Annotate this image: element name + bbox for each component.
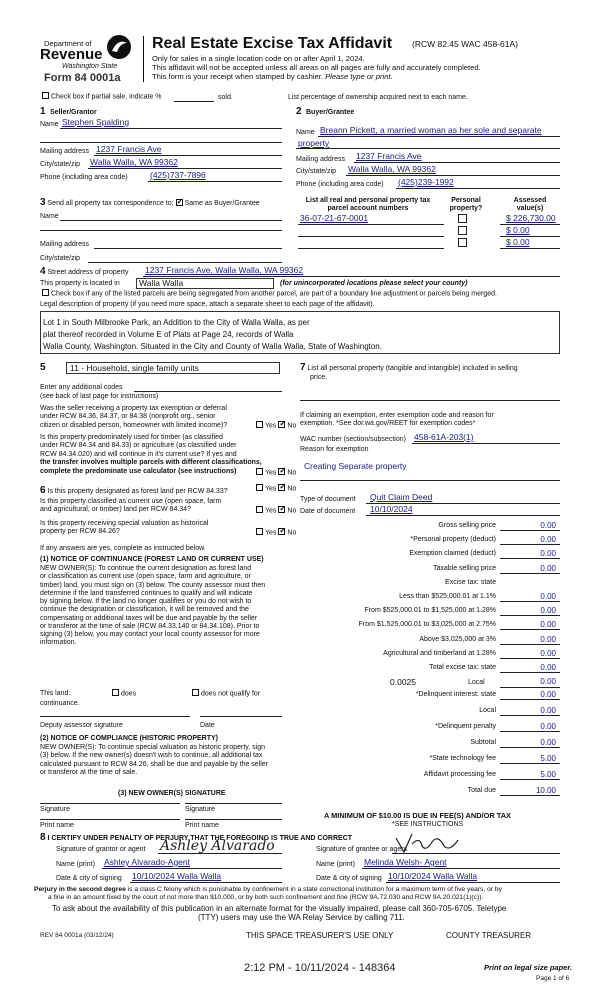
s6q1-no-checkbox[interactable] <box>278 484 285 491</box>
certify-text: I CERTIFY UNDER PENALTY OF PERJURY THAT THE FOREGOING IS TRUE AND CORRECT <box>47 835 353 842</box>
grantor-name-value[interactable]: Ashley Alvarado-Agent <box>104 857 190 867</box>
tax-row-value[interactable]: 0.00 <box>540 549 556 559</box>
seller-phone-label: Phone (including area code) <box>40 174 128 181</box>
yes-label: Yes <box>265 485 277 493</box>
grantee-date-value[interactable]: 10/10/2024 Walla Walla <box>388 871 478 881</box>
assessed-value[interactable]: $ 0.00 <box>506 225 530 235</box>
line <box>40 230 282 231</box>
sec3-name-label: Name <box>40 213 59 220</box>
no-label: No <box>287 529 297 537</box>
buyer-title: Buyer/Grantee <box>306 109 355 116</box>
continuance-line: by signing below. If the land no longer qualifies or you do not wish to <box>40 598 252 605</box>
tax-row-value[interactable]: 0.00 <box>540 648 556 658</box>
tax-row-value[interactable]: 0.00 <box>540 663 556 672</box>
sec6-num: 6 <box>40 485 46 496</box>
yes-label: Yes <box>265 469 277 477</box>
line <box>412 443 560 444</box>
tax-row-value[interactable]: 0.00 <box>540 606 556 616</box>
legal-line3: Walla County, Washington. Situated in the City and County of Walla Walla, State of Washington. <box>43 342 382 351</box>
tax-row-value[interactable]: 0.00 <box>540 563 556 573</box>
tax-row-label: *Delinquent penalty <box>435 723 496 730</box>
tax-row-label: Agricultural and timberland at 1.28% <box>383 649 496 657</box>
segregated-checkbox[interactable] <box>42 289 49 296</box>
dor-logo-icon <box>106 34 132 60</box>
q2-no-checkbox[interactable] <box>278 468 285 475</box>
header-sub3: This form is your receipt when stamped by cashier. <box>152 72 323 81</box>
partial-sale-checkbox[interactable] <box>42 92 49 99</box>
sec3-city-label: City/state/zip <box>40 255 81 262</box>
line <box>386 882 560 883</box>
located-label: This property is located in <box>40 280 120 287</box>
no-label: No <box>287 469 297 477</box>
sec5-num: 5 <box>40 362 46 373</box>
sec6-q2a: Is this property classified as current use (open space, farm <box>40 498 222 505</box>
sec6-q2b: and agricultural, or timber) land per RCW 84.34? <box>40 506 191 514</box>
does-checkbox[interactable] <box>112 689 119 696</box>
doc-date-label: Date of document <box>300 508 356 515</box>
tax-row-label: *State technology fee <box>429 755 496 762</box>
compliance-line: or transferor at the time of sale. <box>40 768 138 776</box>
assessed-header: Assessed value(s) <box>513 197 547 213</box>
tax-row-line <box>500 747 560 748</box>
form-number: Form 84 0001a <box>44 72 121 84</box>
wac-value[interactable]: 458-61A-203(1) <box>414 432 474 442</box>
buyer-city-label: City/state/zip <box>296 168 337 175</box>
parcel-line <box>298 248 444 249</box>
compliance-line: NEW OWNER(S): To continue special valuation as historic property, sign <box>40 744 265 751</box>
line <box>318 136 560 137</box>
buyer-name-label: Name <box>296 129 315 136</box>
county-treasurer: COUNTY TREASURER <box>446 931 532 940</box>
q2-text-b: under RCW 84.34 and 84.33) or agriculture (as classified under <box>40 442 237 450</box>
seller-name-label: Name <box>40 121 59 128</box>
sec8-num: 8 <box>40 832 46 843</box>
deputy-date-label: Date <box>200 722 215 729</box>
print1-label: Print name <box>40 822 74 829</box>
s6q3-no-checkbox[interactable] <box>278 528 285 535</box>
seller-city-value[interactable]: Walla Walla, WA 99362 <box>90 157 178 167</box>
tax-row-line <box>500 644 560 645</box>
line <box>148 181 282 182</box>
tax-row-value[interactable]: 0.00 <box>540 634 556 644</box>
s6q1-yes-checkbox[interactable] <box>256 484 263 491</box>
grantee-name-value[interactable]: Melinda Welsh- Agent <box>364 857 447 867</box>
continuance-text <box>40 565 265 648</box>
sec6-note: If any answers are yes, complete as instructed below. <box>40 545 206 552</box>
minimum-notice: A MINIMUM OF $10.00 IS DUE IN FEE(S) AND/OR TAX <box>324 811 511 820</box>
tax-row-value[interactable]: 10.00 <box>535 786 556 795</box>
personal-property-checkbox[interactable] <box>458 226 467 235</box>
does-label: does <box>121 690 137 698</box>
reason-value[interactable]: Creating Separate property <box>304 461 407 471</box>
perjury-text1: is a class C felony which is punishable by confinement in a state correctional institution for a maximum term of five years, or by <box>125 886 502 893</box>
sec6-q3b: property per RCW 84.26? <box>40 528 120 536</box>
line <box>130 882 282 883</box>
grantor-date-label: Date & city of signing <box>56 875 122 882</box>
owner-sig1-field[interactable] <box>40 803 180 804</box>
line <box>500 687 560 688</box>
addl-codes-label: Enter any additional codes <box>40 384 123 391</box>
line <box>88 168 282 169</box>
land-use-code-value: 11 - Household, single family units <box>70 363 199 373</box>
grantor-sig-label: Signature of grantor or agent <box>56 846 146 853</box>
does-not-checkbox[interactable] <box>192 689 199 696</box>
doc-type-value[interactable]: Quit Claim Deed <box>370 492 433 502</box>
tax-row-line <box>500 715 560 716</box>
local-rate-value: 0.0025 <box>390 677 416 687</box>
addl-codes-note: (see back of last page for instructions) <box>40 393 159 400</box>
header-sub2: This affidavit will not be accepted unless all areas on all pages are fully and accurately completed. <box>152 63 481 72</box>
grantor-date-value[interactable]: 10/10/2024 Walla Walla <box>132 871 222 881</box>
tax-row-value[interactable]: 0.00 <box>540 722 556 731</box>
buyer-mail-value[interactable]: 1237 Francis Ave <box>356 151 422 161</box>
line <box>102 868 282 869</box>
page-number: Page 1 of 6 <box>536 975 570 982</box>
sig1-label: Signature <box>40 806 70 813</box>
compliance-line: calculated pursuant to RCW 84.26, shall be due and payable by the seller <box>40 760 269 768</box>
treasurer-use: THIS SPACE TREASURER'S USE ONLY <box>246 931 394 940</box>
sec3-name-field[interactable] <box>60 220 282 221</box>
partial-label: Check box if partial sale, indicate % <box>51 93 162 101</box>
parcel-header: List all real and personal property tax parcel account numbers <box>305 197 431 213</box>
tax-row-value[interactable]: 5.00 <box>540 754 556 763</box>
buyer-phone-label: Phone (including area code) <box>296 181 384 188</box>
seller-mail-label: Mailing address <box>40 148 90 155</box>
tax-row-value[interactable]: 0.00 <box>540 592 556 601</box>
tax-row-value[interactable]: 5.00 <box>540 770 556 779</box>
tax-row-value[interactable]: 0.00 <box>540 535 556 545</box>
exempt-text2: exemption. *See dor.wa.gov/REET for exemption codes* <box>300 420 476 428</box>
tax-row-label: From $1,525,000.01 to $3,025,000 at 2.75% <box>358 621 496 629</box>
continuance-line: or transferor at the time of sale (RCW 84.33.140 or 84.34.108). Prior to <box>40 622 260 630</box>
sec6-q3a: Is this property receiving special valuation as historical <box>40 520 209 527</box>
parcel-number[interactable]: 36-07-21-67-0001 <box>300 213 369 223</box>
tax-row-line <box>500 658 560 659</box>
tax-row-label: Above $3,025,000 at 3% <box>419 635 496 643</box>
parcel-line <box>298 236 444 237</box>
deputy-sig-label: Deputy assessor signature <box>40 722 123 729</box>
personal-property-checkbox[interactable] <box>458 238 467 247</box>
grantee-name-label: Name (print) <box>316 861 355 868</box>
assessed-line <box>500 248 560 249</box>
sec1-num: 1 <box>40 106 46 117</box>
s6q2-yes-checkbox[interactable] <box>256 506 263 513</box>
grantee-signature-icon <box>392 832 462 854</box>
buyer-name-value[interactable]: Breann Pickett, a married woman as her sole and separate <box>320 125 542 135</box>
yes-label: Yes <box>265 507 277 515</box>
assessed-value[interactable]: $ 226,730.00 <box>506 213 556 223</box>
parcel-line <box>298 224 444 225</box>
line <box>60 128 282 129</box>
tax-row-line <box>500 763 560 764</box>
continuance-word: continuance. <box>40 700 80 707</box>
tax-row-line <box>500 544 560 545</box>
this-land-label: This land: <box>40 690 71 697</box>
yes-label: Yes <box>265 529 277 537</box>
line <box>94 155 282 156</box>
tax-row-label: Local <box>479 707 496 714</box>
sig2-label: Signature <box>185 806 215 813</box>
tax-row-label: Taxable selling price <box>432 564 496 572</box>
buyer-city-value[interactable]: Walla Walla, WA 99362 <box>348 164 436 174</box>
perjury-bold: Perjury in the second degree <box>34 886 126 893</box>
tax-row-label: Exemption claimed (deduct) <box>409 550 496 558</box>
deputy-sig-field[interactable] <box>40 716 190 717</box>
tax-row-line <box>500 573 560 574</box>
personal-property-checkbox[interactable] <box>458 214 467 223</box>
sec3-text: Send all property tax correspondence to: <box>47 200 174 207</box>
sec4-num: 4 <box>40 266 46 277</box>
segregated-label: Check box if any of the listed parcels are being segregated from another parcel, are part of a boundary line adjustment or parcels being merged. <box>51 290 497 298</box>
line <box>300 480 560 481</box>
s6q3-yes-checkbox[interactable] <box>256 528 263 535</box>
deputy-date-field[interactable] <box>200 716 282 717</box>
state-label: Washington State <box>62 63 118 70</box>
tax-row-line <box>500 558 560 559</box>
tax-row-label: Less than $525,000.01 at 1.1% <box>399 593 496 600</box>
tax-row-label: Total excise tax: state <box>429 664 496 671</box>
header-sub3b: Please type or print. <box>325 72 393 81</box>
continuance-line: compensating or additional taxes will be due and payable by the seller <box>40 614 258 622</box>
location-value: Walla Walla <box>139 278 184 288</box>
reason-label: Reason for exemption <box>300 446 369 453</box>
tax-row-label: Total due <box>467 787 496 794</box>
continuance-line: continue the designation or classification, it will be removed and the <box>40 606 249 614</box>
tax-row-label: *Personal property (deduct) <box>410 536 496 544</box>
personal-header: Personal property? <box>449 197 483 213</box>
addl-codes-field[interactable] <box>134 391 282 392</box>
sec3-mail-field[interactable] <box>94 248 282 249</box>
s6q2-no-checkbox[interactable] <box>278 506 285 513</box>
line <box>354 162 560 163</box>
header-divider <box>143 36 144 82</box>
line <box>296 148 560 149</box>
doc-date-value[interactable]: 10/10/2024 <box>370 504 413 514</box>
seller-phone-value[interactable]: (425)737-7896 <box>150 170 206 180</box>
owner-print1-field[interactable] <box>40 819 180 820</box>
tax-row-label: From $525,000.01 to $1,525,000 at 1.28% <box>364 607 496 615</box>
q1-text-b: under RCW 84.36, 84.37, or 84.38 (nonprofit org., senior <box>40 413 216 421</box>
owner-print2-field[interactable] <box>185 819 282 820</box>
legal-line1: Lot 1 in South Milbrooke Park, an Addition to the City of Walla Walla, as per <box>43 318 310 327</box>
grantor-name-label: Name (print) <box>56 861 95 868</box>
q2-yes-checkbox[interactable] <box>256 468 263 475</box>
does-not-label: does not qualify for <box>201 690 261 698</box>
personal-property-field[interactable] <box>300 400 560 401</box>
cashier-stamp: 2:12 PM - 10/11/2024 - 148364 <box>244 962 396 974</box>
exempt-text1: If claiming an exemption, enter exemption code and reason for <box>300 412 494 419</box>
rcw-ref: (RCW 82.45 WAC 458-61A) <box>412 39 518 49</box>
line <box>158 853 282 854</box>
sec3-mail-label: Mailing address <box>40 241 90 248</box>
local-tax-value[interactable]: 0.00 <box>540 677 556 686</box>
tax-row-line <box>500 615 560 616</box>
tax-row-label: Subtotal <box>470 739 496 746</box>
continuance-line: determine if the land transferred continues to qualify and will indicate <box>40 589 253 597</box>
print2-label: Print name <box>185 822 219 829</box>
tax-row-line <box>500 779 560 780</box>
tax-row-line <box>500 731 560 732</box>
wac-label: WAC number (section/subsection) <box>300 436 406 443</box>
buyer-phone-value[interactable]: (425)239-1992 <box>398 177 454 187</box>
tax-row-line <box>500 629 560 630</box>
sec3-city-field[interactable] <box>88 262 282 263</box>
tax-row-line <box>500 530 560 531</box>
buyer-name-value2[interactable]: property <box>298 138 330 148</box>
sec2-num: 2 <box>296 106 302 117</box>
legal-size-note: Print on legal size paper. <box>484 963 572 972</box>
tax-row-label: *Delinquent interest: state <box>415 691 496 698</box>
yes-label: Yes <box>265 422 277 430</box>
dept-label: Department of <box>44 39 92 48</box>
legal-line2: plat thereof recorded in Volume E of Plats at Page 24, records of Walla <box>43 330 294 339</box>
continuance-title: (1) NOTICE OF CONTINUANCE (FOREST LAND OR CURRENT USE) <box>40 556 264 563</box>
buyer-mail-label: Mailing address <box>296 156 346 163</box>
seller-title: Seller/Grantor <box>50 109 97 116</box>
compliance-text <box>40 744 268 777</box>
local-tax-label: Local <box>468 679 485 686</box>
tax-row-label: Gross selling price <box>438 522 496 529</box>
tax-row-label: Excise tax: state <box>445 578 496 586</box>
continuance-line: NEW OWNER(S): To continue the current designation as forest land <box>40 565 252 572</box>
street-label: Street address of property <box>47 269 129 276</box>
rev-number: REV 84 0001a (03/12/24) <box>40 932 114 939</box>
seller-mail-value[interactable]: 1237 Francis Ave <box>96 144 162 154</box>
doc-type-label: Type of document <box>300 496 356 503</box>
continuance-line: information. <box>40 639 77 647</box>
partial-sold: sold. <box>218 94 233 101</box>
partial-pct-line[interactable] <box>174 101 214 102</box>
q1-yes-checkbox[interactable] <box>256 421 263 428</box>
sec6-q1: Is this property designated as forest land per RCW 84.33? <box>47 488 228 495</box>
page-title: Real Estate Excise Tax Affidavit <box>152 35 393 52</box>
tax-row-value[interactable]: 0.00 <box>540 620 556 630</box>
header-sub1: Only for sales in a single location code on or after April 1, 2024. <box>152 54 365 63</box>
line <box>346 175 560 176</box>
tax-row-line <box>500 601 560 602</box>
no-label: No <box>287 485 297 493</box>
new-owner-sig-title: (3) NEW OWNER(S) SIGNATURE <box>118 790 226 797</box>
line <box>40 142 282 143</box>
q1-text-c: citizen or disabled person, homeowner with limited income)? <box>40 421 228 429</box>
q2-text-c: RCW 84.34.020) and will continue in it's current use? If yes and <box>40 450 237 458</box>
tax-row-line <box>500 795 560 796</box>
line <box>143 276 560 277</box>
same-as-buyer-label: Same as Buyer/Grantee <box>184 200 260 207</box>
alt-format-text2: (TTY) users may use the WA Relay Service by calling 711. <box>198 913 405 922</box>
see-instructions: *SEE INSTRUCTIONS <box>392 821 464 828</box>
continuance-line: or classification as current use (open space, farm and agriculture, or <box>40 573 251 581</box>
tax-row-label: Affidavit processing fee <box>423 771 496 778</box>
location-note: (for unincorporated locations please select your county) <box>280 280 468 287</box>
continuance-line: timber) land, you must sign on (3) below. The county assessor must then <box>40 581 266 589</box>
tax-row-value[interactable]: 0.00 <box>540 521 556 530</box>
q1-text-a: Was the seller receiving a property tax exemption or deferral <box>40 405 227 412</box>
grantee-date-label: Date & city of signing <box>316 875 382 882</box>
compliance-title: (2) NOTICE OF COMPLIANCE (HISTORIC PROPERTY) <box>40 735 218 742</box>
line <box>396 188 560 189</box>
grantor-signature[interactable]: Ashley Alvarado <box>160 838 275 854</box>
no-label: No <box>287 422 297 430</box>
pct-note: List percentage of ownership acquired next to each name. <box>288 94 468 101</box>
owner-sig2-field[interactable] <box>185 803 282 804</box>
sec3-num: 3 <box>40 197 46 208</box>
grantee-sig-label: Signature of grantee or agent <box>316 846 408 853</box>
continuance-line: signing (3) below, you may contact your local county assessor for more <box>40 631 260 638</box>
revenue-logo-text: Revenue <box>40 46 103 63</box>
sec7-text1: List all personal property (tangible and intangible) included in selling <box>307 365 518 372</box>
tax-row-value[interactable]: 0.00 <box>540 690 556 699</box>
compliance-line: (3) below. If the new owner(s) doesn't wish to continue, all additional tax <box>40 752 263 760</box>
grantee-signature-field[interactable] <box>392 853 560 854</box>
perjury-text2: a fine in an amount fixed by the court of not more than $10,000, or by both such confinement and fine (RCW 9A.72.030 and RCW 9A.20.021(1)(c)). <box>48 894 484 901</box>
seller-city-label: City/state/zip <box>40 161 81 168</box>
street-value[interactable]: 1237 Francis Ave, Walla Walla, WA 99362 <box>145 265 304 275</box>
line <box>366 515 560 516</box>
sec7-text2: price. <box>310 374 328 381</box>
alt-format-text1: To ask about the availability of this publication in an alternate format for the visually impaired, please call 360-705-6705. Teletype <box>52 904 507 913</box>
q2-text-a: Is this property predominately used for timber (as classified <box>40 434 223 441</box>
seller-name-value[interactable]: Stephen Spalding <box>62 117 130 127</box>
line <box>362 868 560 869</box>
legal-label: Legal description of property (if you need more space, attach a separate sheet to each page of the affidavit). <box>40 301 375 308</box>
q1-no-checkbox[interactable] <box>278 421 285 428</box>
tax-row-value[interactable]: 0.00 <box>540 706 556 715</box>
q2-text-e: complete the predominate use calculator (see instructions) <box>40 467 237 475</box>
same-as-buyer-checkbox[interactable] <box>176 199 183 206</box>
q2-text-d: the transfer involves multiple parcels with different classifications, <box>40 459 262 467</box>
tax-row-line <box>500 672 560 673</box>
no-label: No <box>287 507 297 515</box>
sec7-num: 7 <box>300 362 306 373</box>
assessed-value[interactable]: $ 0.00 <box>506 237 530 247</box>
tax-row-value[interactable]: 0.00 <box>540 738 556 747</box>
tax-row-line <box>500 699 560 700</box>
